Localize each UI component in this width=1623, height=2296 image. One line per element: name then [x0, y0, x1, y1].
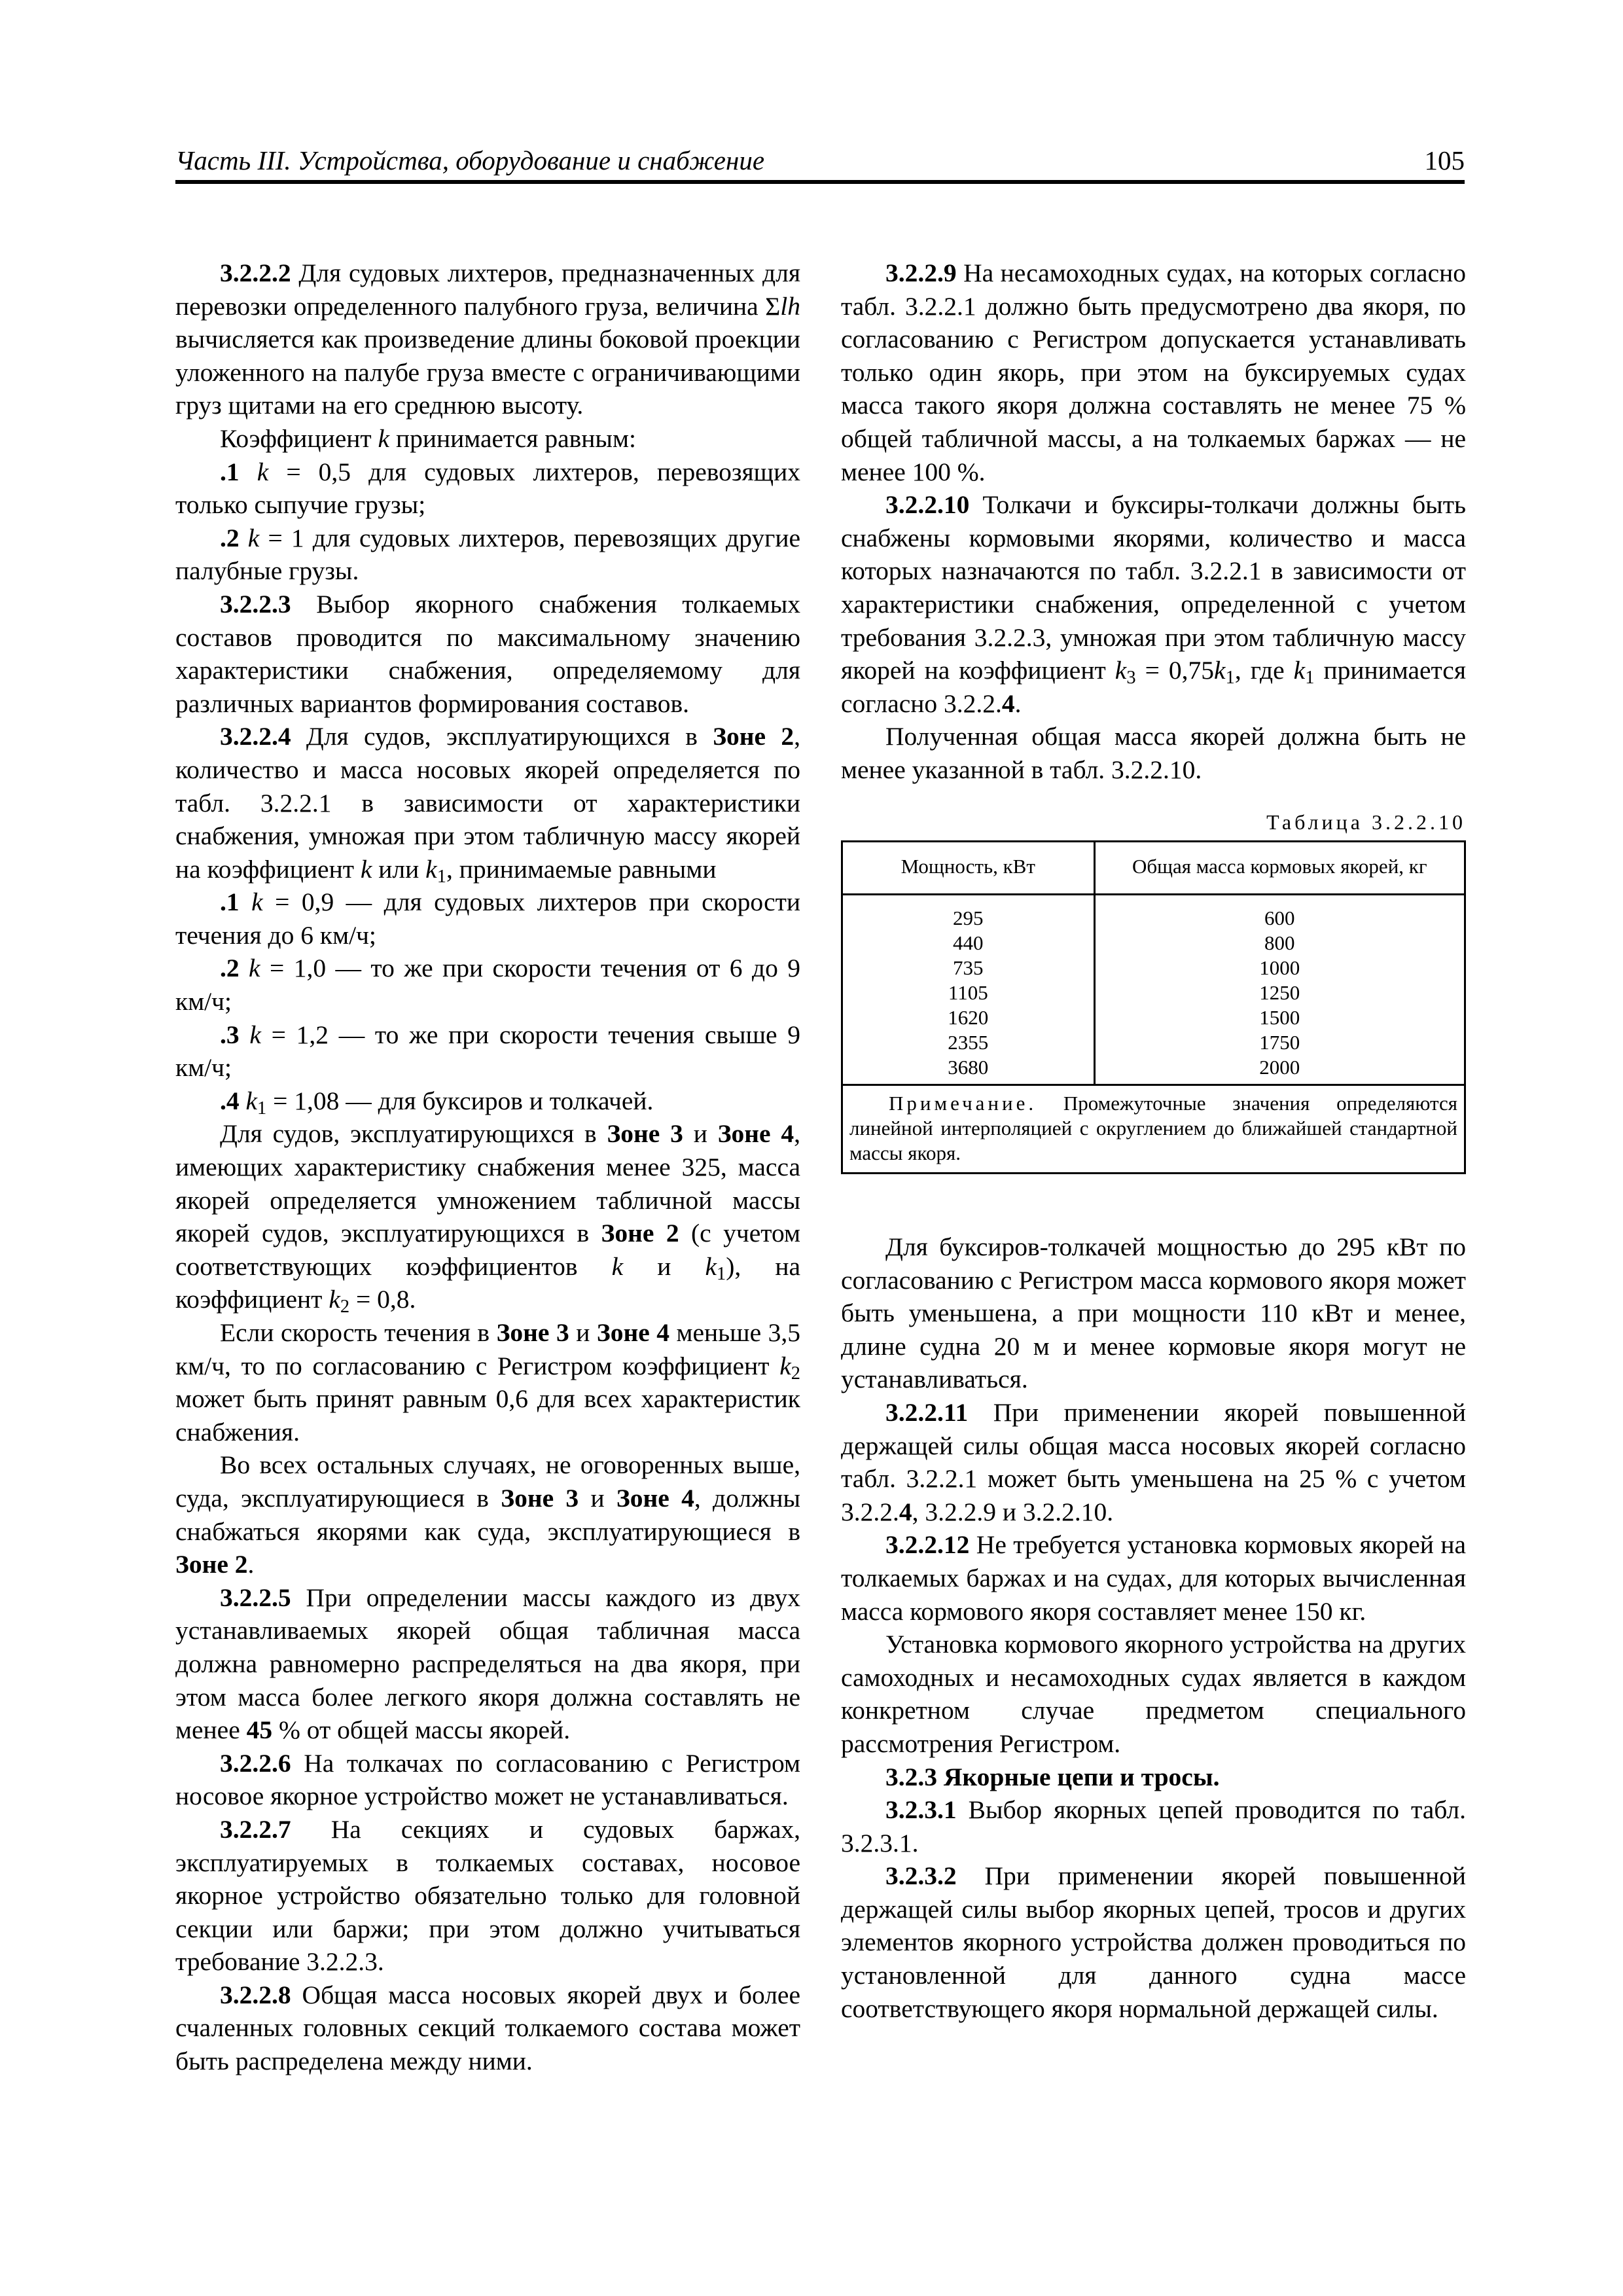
mass-cell: 2000: [1094, 1055, 1465, 1085]
item-2: [175, 522, 800, 588]
table-row: [842, 1030, 1465, 1055]
text: Выбор якорных цепей проводится по табл. 3.2.3.1.: [841, 1795, 1466, 1857]
paragraph-3-2-2-8: [175, 1979, 800, 2078]
table-note-row: [842, 1085, 1465, 1173]
symbol-k: k: [245, 1086, 258, 1115]
note-label: Примечание.: [889, 1091, 1037, 1115]
item-number: .2: [220, 523, 240, 552]
paragraph-stern-anchor-installation: [841, 1628, 1466, 1760]
clause-number: 3.2.2.12: [885, 1530, 970, 1560]
text: вычисляется как произведение длины боковой проекции уложенного на палубе груза вместе с ограничивающими груз щитами на его среднюю высоту.: [175, 325, 800, 420]
paragraph-3-2-2-10: [841, 488, 1466, 720]
zone-3: Зоне 3: [501, 1483, 579, 1513]
text: = 0,8.: [349, 1285, 416, 1314]
symbol-k: k: [249, 1020, 261, 1049]
text: = 1 для судовых лихтеров, перевозящих другие палубные грузы.: [175, 523, 801, 586]
subscript: 3: [1126, 668, 1136, 689]
paragraph-3-2-2-4: [175, 720, 800, 886]
clause-number: 3.2.2.2: [220, 259, 291, 287]
paragraph-3-2-2-5: [175, 1581, 800, 1747]
section-heading-3-2-3: 3.2.3 Якорные цепи и тросы.: [885, 1762, 1220, 1791]
item-number: .1: [220, 457, 240, 486]
symbol-k: k: [251, 888, 263, 917]
text: (с учетом соответствующих коэффициентов: [175, 1219, 800, 1281]
text: и: [579, 1483, 616, 1513]
symbol-k: k: [425, 854, 437, 884]
text: , должны снабжаться якорями как суда, эксплуатирующиеся в: [175, 1483, 801, 1546]
table-row: [842, 980, 1465, 1005]
paragraph-3-2-2-9: [841, 257, 1466, 488]
mass-cell: 600: [1094, 894, 1465, 931]
clause-number: 3.2.2.4: [220, 722, 291, 751]
text: , 3.2.2.9 и 3.2.2.10.: [912, 1497, 1114, 1526]
text: принимается согласно 3.2.2.: [841, 656, 1466, 718]
zone-2: Зоне 2: [713, 722, 794, 751]
text: .: [1014, 689, 1022, 718]
clause-number: 3.2.2.9: [885, 259, 957, 287]
zone-3: Зоне 3: [496, 1318, 569, 1347]
item-number: .1: [220, 888, 240, 917]
symbol-k: k: [705, 1251, 717, 1281]
text: = 1,0 — то же при скорости течения от 6 до 9 км/ч;: [175, 954, 800, 1016]
item-number: .2: [220, 954, 240, 983]
paragraph-zones-3-4: [175, 1117, 800, 1316]
item-2: [175, 952, 800, 1018]
table-caption: Таблица 3.2.2.10: [1266, 810, 1466, 834]
item-number: .3: [220, 1020, 240, 1049]
text: , где: [1234, 656, 1294, 685]
text: Коэффициент: [220, 423, 378, 453]
clause-number: 3.2.2.3: [220, 589, 291, 619]
text: = 0,5 для судовых лихтеров, перевозящих только сыпучие грузы;: [175, 457, 800, 520]
text: и: [623, 1251, 705, 1281]
text: На толкачах по согласованию с Регистром носовое якорное устройство может не устанавливаться.: [175, 1748, 800, 1811]
text: При определении массы каждого из двух устанавливаемых якорей общая табличная масса должна равномерно распределяться на два якоря, при этом масса более легкого якоря должна составлять не менее: [175, 1583, 800, 1745]
clause-number: 3.2.3.1: [885, 1795, 957, 1825]
text: Установка кормового якорного устройства на других самоходных и несамоходных судах является в каждом конкретном случае предметом специального рассмотрения Регистром.: [841, 1630, 1466, 1758]
symbol-k: k: [779, 1351, 791, 1380]
text: и: [683, 1119, 718, 1149]
paragraph-3-2-2-2: [175, 257, 800, 422]
text: может быть принят равным 0,6 для всех характеристик снабжения.: [175, 1384, 800, 1446]
paragraph-tug-pushers: [841, 1230, 1466, 1396]
table-3-2-2-10: [841, 840, 1466, 1174]
table-row: [842, 931, 1465, 956]
zone-4: Зоне 4: [596, 1318, 669, 1347]
clause-number: 3.2.2.10: [885, 490, 970, 520]
header-title: Часть III. Устройства, оборудование и снабжение: [175, 145, 765, 175]
page-number: 105: [1424, 145, 1465, 175]
subscript: 2: [340, 1297, 350, 1318]
symbol-k: k: [1115, 656, 1127, 685]
power-cell: 440: [842, 931, 1095, 956]
text: Если скорость течения в: [220, 1318, 497, 1347]
table-row: [842, 1055, 1465, 1085]
item-3: [175, 1018, 800, 1085]
symbol-lh: lh: [780, 291, 800, 321]
power-cell: 295: [842, 894, 1095, 931]
paragraph-3-2-2-7: [175, 1813, 800, 1979]
text: Общая масса носовых якорей двух и более счаленных головных секций толкаемого состава может быть распределена между ними.: [175, 1980, 800, 2076]
text: , количество и масса носовых якорей определяется по табл. 3.2.2.1 в зависимости от характеристики снабжения, умножая при этом табличную массу якорей на коэффициент: [175, 722, 800, 884]
text: Для буксиров-толкачей мощностью до 295 кВт по согласованию с Регистром масса кормового якоря может быть уменьшена, а при мощности 110 кВт и менее, длине судна 20 м и менее кормовые якоря могут не устанавливаться.: [841, 1232, 1466, 1394]
symbol-k: k: [249, 954, 260, 983]
subscript: 1: [1305, 668, 1315, 689]
text: Для судовых лихтеров, предназначенных для перевозки определенного палубного груза, величина Σ: [175, 259, 800, 321]
mass-cell: 800: [1094, 931, 1465, 956]
mass-cell: 1250: [1094, 980, 1465, 1005]
item-1: [175, 886, 800, 952]
text: Во всех остальных случаях, не оговоренных выше, суда, эксплуатирующиеся в: [175, 1450, 800, 1513]
text: , имеющих характеристику снабжения менее 325, масса якорей определяется умножением табличной массы якорей судов, эксплуатирующихся в: [175, 1119, 801, 1248]
text: = 0,9 — для судовых лихтеров при скорости течения до 6 км/ч;: [175, 888, 800, 950]
symbol-k: k: [247, 523, 260, 552]
clause-number: 3.2.2.5: [220, 1583, 291, 1612]
table-note: [842, 1085, 1465, 1173]
power-cell: 1105: [842, 980, 1095, 1005]
power-cell: 735: [842, 956, 1095, 980]
table-header-row: [842, 841, 1465, 894]
paragraph-other-cases: [175, 1448, 800, 1581]
text: меньше 3,5 км/ч, то по согласованию с Регистром коэффициент: [175, 1318, 801, 1380]
paragraph-3-2-2-6: [175, 1747, 800, 1813]
table-row: [842, 894, 1465, 931]
paragraph-3-2-3-2: [841, 1859, 1466, 2025]
note-text: Промежуточные значения определяются линейной интерполяцией с округлением до ближайшей стандартной массы якоря.: [849, 1091, 1457, 1164]
clause-number: 3.2.2.7: [220, 1814, 291, 1844]
text: .: [247, 1550, 255, 1579]
symbol-k: k: [378, 423, 390, 453]
zone-3: Зоне 3: [607, 1119, 683, 1149]
column-header-power: Мощность, кВт: [842, 841, 1095, 894]
text: , принимаемые равными: [446, 854, 717, 884]
zone-2: Зоне 2: [601, 1219, 679, 1248]
subscript: 2: [791, 1363, 800, 1384]
item-4: [175, 1085, 800, 1118]
mass-cell: 1750: [1094, 1030, 1465, 1055]
value-45: 45: [246, 1715, 273, 1745]
text: принимается равным:: [389, 423, 636, 453]
clause-number: 3.2.3.2: [885, 1861, 957, 1891]
item-number: .4: [220, 1086, 240, 1115]
text: % от общей массы якорей.: [272, 1715, 571, 1745]
bold-4: 4: [899, 1497, 912, 1526]
table-row: [842, 1005, 1465, 1030]
text: При применении якорей повышенной держащей силы общая масса носовых якорей согласно табл. 3.2.2.1 может быть уменьшена на 25 % с учетом 3.2.2.: [841, 1397, 1466, 1526]
power-cell: 3680: [842, 1055, 1095, 1085]
mass-cell: 1500: [1094, 1005, 1465, 1030]
text: При применении якорей повышенной держащей силы выбор якорных цепей, тросов и других элементов якорного устройства должен проводиться по установленной для данного судна массе соответствующего якоря нормальной держащей силы.: [841, 1861, 1466, 2023]
subscript: 1: [717, 1263, 726, 1284]
clause-number: 3.2.2.11: [885, 1397, 969, 1427]
paragraph-3-2-2-12: [841, 1528, 1466, 1628]
text: = 0,75: [1135, 656, 1215, 685]
text: На секциях и судовых баржах, эксплуатируемых в толкаемых составах, носовое якорное устройство обязательно только для головной секции или баржи; при этом должно учитываться требование 3.2.2.3.: [175, 1814, 800, 1977]
subscript: 1: [1225, 668, 1235, 689]
symbol-k: k: [329, 1285, 340, 1314]
zone-4: Зоне 4: [616, 1483, 694, 1513]
paragraph-3-2-2-11: [841, 1396, 1466, 1528]
running-header: [175, 141, 1465, 184]
right-column-top: [841, 257, 1466, 1174]
text: Выбор якорного снабжения толкаемых составов проводится по максимальному значению характеристики снабжения, определяемому для различных вариантов формирования составов.: [175, 589, 800, 718]
text: или: [372, 854, 426, 884]
text: Не требуется установка кормовых якорей на толкаемых баржах и на судах, для которых вычисленная масса кормового якоря составляет менее 150 кг.: [841, 1530, 1466, 1626]
clause-number: 3.2.2.6: [220, 1748, 291, 1778]
symbol-k: k: [1214, 656, 1226, 685]
symbol-k: k: [257, 457, 269, 486]
text: На несамоходных судах, на которых согласно табл. 3.2.2.1 должно быть предусмотрено два якоря, по согласованию с Регистром допускается устанавливать только один якорь, при этом на буксируемых судах масса такого якоря должна составлять не менее 75 % общей табличной массы, а на толкаемых баржах — не менее 100 %.: [841, 259, 1466, 486]
paragraph-current-speed: [175, 1316, 800, 1448]
power-cell: 2355: [842, 1030, 1095, 1055]
paragraph-3-2-2-3: [175, 588, 800, 720]
mass-cell: 1000: [1094, 956, 1465, 980]
text: Для судов, эксплуатирующихся в: [291, 722, 713, 751]
paragraph-coefficient-k: [175, 422, 800, 456]
subscript: 1: [437, 866, 446, 887]
text: ), на коэффициент: [175, 1251, 800, 1314]
left-column: [175, 257, 800, 2078]
paragraph-3-2-3-1: [841, 1793, 1466, 1859]
text: и: [569, 1318, 597, 1347]
bold-4: 4: [1001, 689, 1015, 718]
zone-4: Зоне 4: [717, 1119, 794, 1149]
symbol-k: k: [611, 1251, 624, 1281]
right-column-bottom: [841, 1230, 1466, 2025]
column-header-mass: Общая масса кормовых якорей, кг: [1094, 841, 1465, 894]
text: Толкачи и буксиры-толкачи должны быть снабжены кормовыми якорями, количество и масса которых назначаются по табл. 3.2.2.1 в зависимости от характеристики снабжения, определенной с учетом требования 3.2.2.3, умножая при этом табличную массу якорей на коэффициент: [841, 490, 1466, 685]
power-cell: 1620: [842, 1005, 1095, 1030]
clause-number: 3.2.2.8: [220, 1980, 291, 2009]
text: Для судов, эксплуатирующихся в: [220, 1119, 607, 1149]
text: = 1,08 — для буксиров и толкачей.: [266, 1086, 654, 1115]
symbol-k: k: [360, 854, 372, 884]
subscript: 1: [257, 1098, 267, 1119]
text: = 1,2 — то же при скорости течения свыше 9 км/ч;: [175, 1020, 800, 1083]
item-1: [175, 456, 800, 522]
zone-2: Зоне 2: [175, 1550, 248, 1579]
text: Полученная общая масса якорей должна быть не менее указанной в табл. 3.2.2.10.: [841, 722, 1466, 784]
table-row: [842, 956, 1465, 980]
paragraph-total-mass: [841, 720, 1466, 786]
symbol-k: k: [1293, 656, 1306, 685]
